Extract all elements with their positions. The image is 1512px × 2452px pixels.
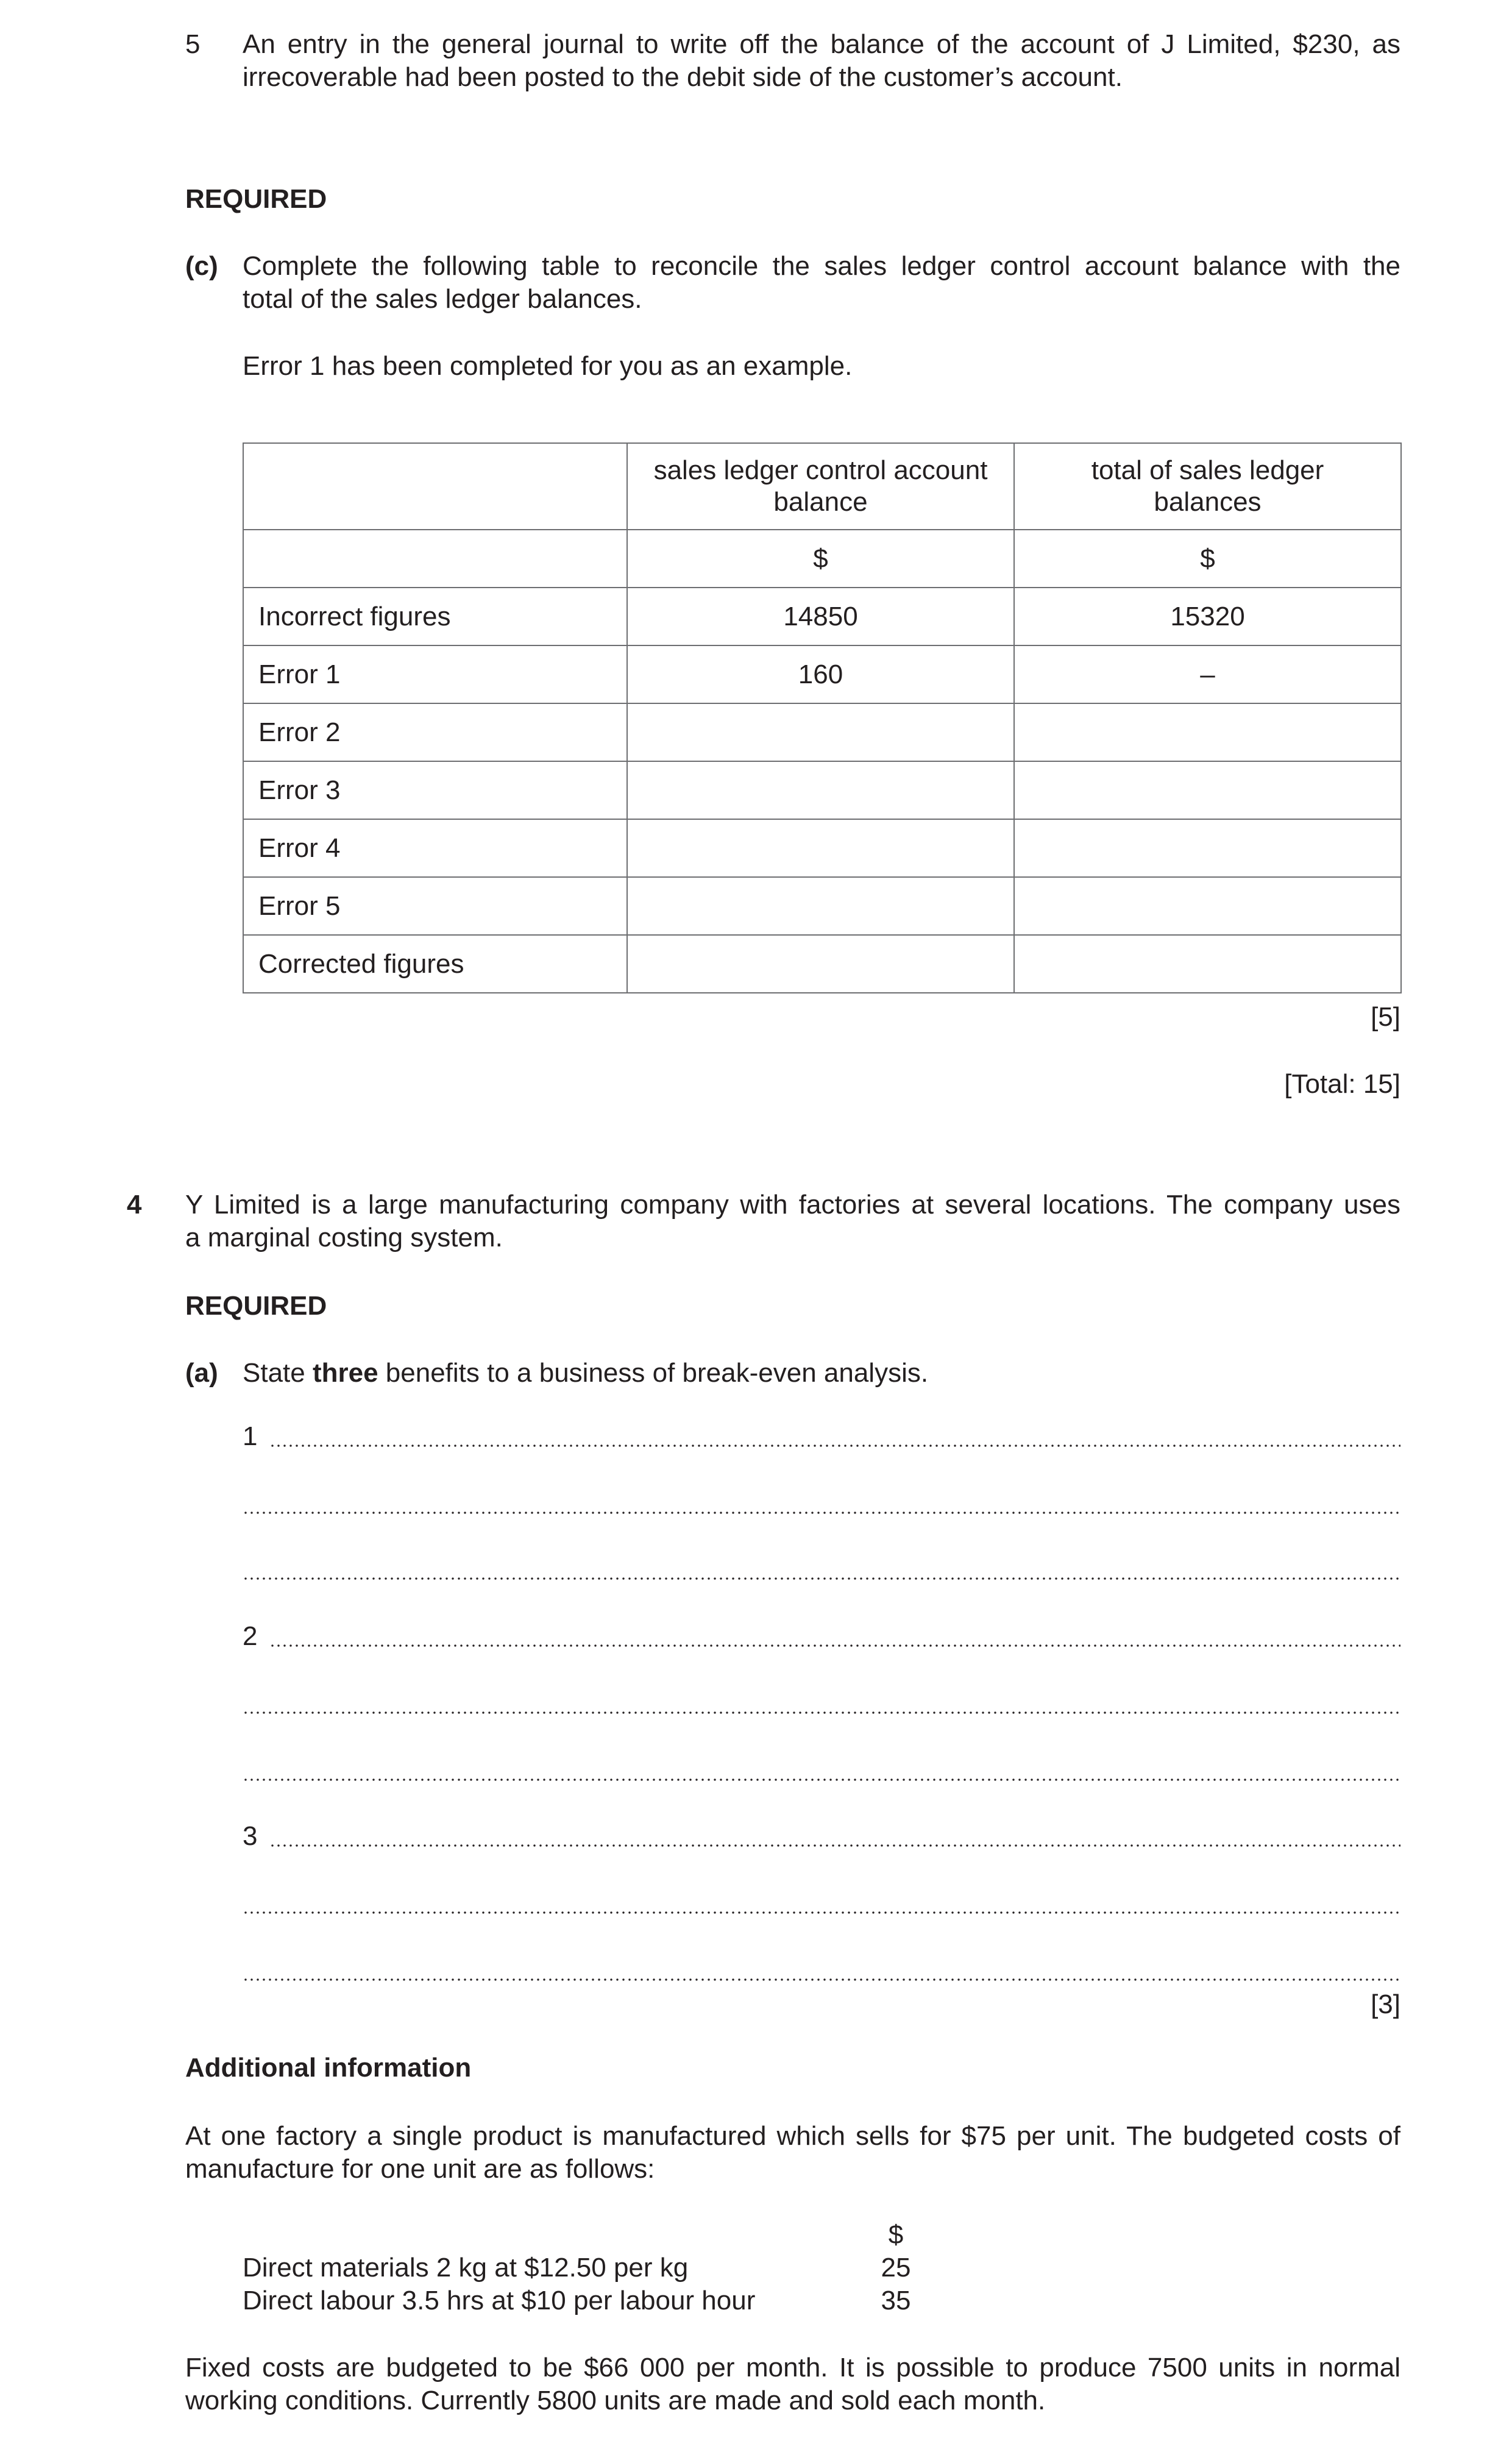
part-c-label: (c) xyxy=(185,251,218,281)
ledger-header-line2: balances xyxy=(1154,487,1262,517)
table-header-row xyxy=(243,443,1401,530)
answer-line[interactable] xyxy=(243,1553,1400,1586)
control-answer-cell[interactable] xyxy=(627,761,1014,819)
row-label: Error 5 xyxy=(243,877,627,935)
control-currency: $ xyxy=(627,530,1014,588)
dotted-line xyxy=(269,1445,1400,1447)
cost-currency: $ xyxy=(888,2220,904,2250)
additional-info-heading: Additional information xyxy=(185,2053,472,2083)
control-header-line2: balance xyxy=(773,487,868,517)
dotted-line xyxy=(243,1978,1400,1981)
control-value: 14850 xyxy=(627,588,1014,645)
dotted-line xyxy=(269,1844,1400,1847)
ledger-answer-cell[interactable] xyxy=(1014,935,1401,993)
additional-info-text xyxy=(185,2120,1400,2186)
required-heading: REQUIRED xyxy=(185,184,327,214)
control-account-header xyxy=(627,443,1014,530)
part-a-text-end: benefits to a business of break-even analysis. xyxy=(378,1358,929,1388)
cost-value: 35 xyxy=(881,2286,911,2315)
q4-line1: Y Limited is a large manufacturing company with factories at several locations. The company uses xyxy=(185,1190,1400,1220)
dotted-line xyxy=(269,1644,1400,1647)
ledger-header-line1: total of sales ledger xyxy=(1091,455,1324,485)
ledger-answer-cell[interactable] xyxy=(1014,703,1401,761)
dotted-line xyxy=(243,1779,1400,1781)
table-row xyxy=(243,819,1401,877)
item5-line2: irrecoverable had been posted to the debit side of the customer’s account. xyxy=(243,62,1123,92)
part-a-bold: three xyxy=(312,1358,378,1388)
ledger-answer-cell[interactable] xyxy=(1014,761,1401,819)
table-row xyxy=(243,588,1401,645)
table-row xyxy=(243,935,1401,993)
part-c-question xyxy=(243,250,1400,316)
answer-line[interactable] xyxy=(243,1887,1400,1920)
ledger-answer-cell[interactable] xyxy=(1014,877,1401,935)
answer-line[interactable] xyxy=(243,1620,1400,1653)
info-line2: manufacture for one unit are as follows: xyxy=(185,2154,655,2184)
q4-intro xyxy=(185,1189,1400,1254)
table-row xyxy=(243,761,1401,819)
info-line1: At one factory a single product is manufactured which sells for $75 per unit. The budgeted costs of xyxy=(185,2121,1400,2151)
dotted-line xyxy=(243,1512,1400,1514)
fixed-costs-text xyxy=(185,2351,1400,2417)
ledger-value: – xyxy=(1014,645,1401,703)
row-label: Error 3 xyxy=(243,761,627,819)
row-label: Incorrect figures xyxy=(243,588,627,645)
cost-label: Direct labour 3.5 hrs at $10 per labour hour xyxy=(243,2286,756,2315)
question-number: 4 xyxy=(127,1190,142,1220)
fixed-line1: Fixed costs are budgeted to be $66 000 per month. It is possible to produce 7500 units in normal xyxy=(185,2353,1400,2383)
answer-line[interactable] xyxy=(243,1754,1400,1787)
dotted-line xyxy=(243,1577,1400,1580)
marks-c: [5] xyxy=(1371,1002,1400,1032)
answer-number: 3 xyxy=(243,1821,258,1851)
row-label: Error 1 xyxy=(243,645,627,703)
q4-line2: a marginal costing system. xyxy=(185,1223,503,1253)
part-c-line1: Complete the following table to reconcile the sales ledger control account balance with the xyxy=(243,251,1400,281)
answer-number: 2 xyxy=(243,1621,258,1651)
example-note: Error 1 has been completed for you as an example. xyxy=(243,351,853,381)
part-a-label: (a) xyxy=(185,1358,218,1388)
currency-row-blank xyxy=(243,530,627,588)
control-answer-cell[interactable] xyxy=(627,819,1014,877)
fixed-line2: working conditions. Currently 5800 units are made and sold each month. xyxy=(185,2386,1046,2415)
part-a-text: State xyxy=(243,1358,313,1388)
item5-text xyxy=(243,28,1400,94)
part-c-line2: total of the sales ledger balances. xyxy=(243,284,642,314)
control-answer-cell[interactable] xyxy=(627,877,1014,935)
control-header-line1: sales ledger control account xyxy=(653,455,988,485)
row-label: Error 4 xyxy=(243,819,627,877)
table-row xyxy=(243,877,1401,935)
table-row xyxy=(243,703,1401,761)
part-a-question xyxy=(243,1357,1400,1390)
answer-line[interactable] xyxy=(243,1687,1400,1720)
question-total: [Total: 15] xyxy=(1284,1069,1400,1099)
answer-line[interactable] xyxy=(243,1420,1400,1453)
row-label: Corrected figures xyxy=(243,935,627,993)
marks-a: [3] xyxy=(1371,1989,1400,2019)
dotted-line xyxy=(243,1911,1400,1914)
control-answer-cell[interactable] xyxy=(627,935,1014,993)
answer-line[interactable] xyxy=(243,1954,1400,1987)
ledger-answer-cell[interactable] xyxy=(1014,819,1401,877)
row-label: Error 2 xyxy=(243,703,627,761)
required-heading: REQUIRED xyxy=(185,1291,327,1321)
table-row xyxy=(243,645,1401,703)
ledger-currency: $ xyxy=(1014,530,1401,588)
ledger-value: 15320 xyxy=(1014,588,1401,645)
dotted-line xyxy=(243,1711,1400,1714)
reconciliation-table xyxy=(243,442,1402,993)
ledger-balances-header xyxy=(1014,443,1401,530)
control-value: 160 xyxy=(627,645,1014,703)
item5-line1: An entry in the general journal to write off the balance of the account of J Limited, $230, as xyxy=(243,29,1400,59)
currency-row xyxy=(243,530,1401,588)
answer-line[interactable] xyxy=(243,1487,1400,1520)
answer-line[interactable] xyxy=(243,1820,1400,1853)
table-header-blank xyxy=(243,443,627,530)
control-answer-cell[interactable] xyxy=(627,703,1014,761)
answer-number: 1 xyxy=(243,1421,258,1451)
cost-label: Direct materials 2 kg at $12.50 per kg xyxy=(243,2253,689,2283)
cost-value: 25 xyxy=(881,2253,911,2283)
item-number: 5 xyxy=(185,29,201,59)
